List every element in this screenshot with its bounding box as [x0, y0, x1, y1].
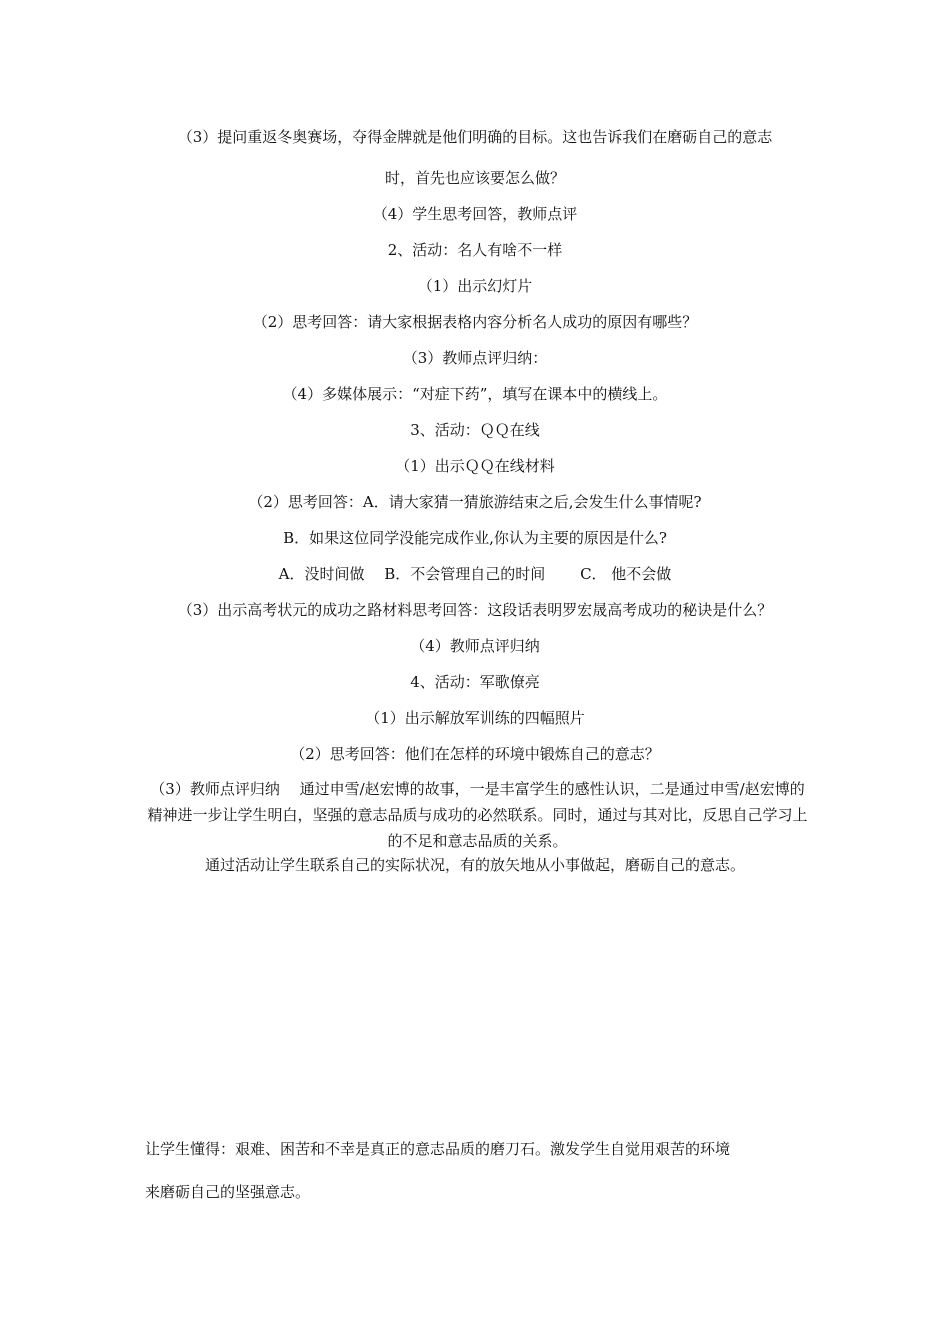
text-line-14: （3）出示高考状元的成功之路材料思考回答：这段话表明罗宏晟高考成功的秘诀是什么？ — [177, 601, 773, 619]
text-line-8: （4）多媒体展示：“对症下药”，填写在课本中的横线上。 — [282, 385, 668, 403]
text-line-9: 3、活动：ＱＱ在线 — [410, 421, 540, 439]
text-line-13: A．没时间做 B．不会管理自己的时间 C． 他不会做 — [278, 565, 672, 583]
text-line-16: 4、活动：军歌僚亮 — [410, 673, 540, 691]
text-line-6: （2）思考回答：请大家根据表格内容分析名人成功的原因有哪些？ — [252, 313, 698, 331]
goal-line-1: 让学生懂得：艰难、困苦和不幸是真正的意志品质的磨刀石。激发学生自觉用艰苦的环境 — [145, 1140, 731, 1158]
text-line-12: B．如果这位同学没能完成作业,你认为主要的原因是什么? — [283, 529, 667, 547]
text-line-18: （2）思考回答：他们在怎样的环境中锻炼自己的意志？ — [290, 745, 660, 763]
activity-summary-line: 通过活动让学生联系自己的实际状况，有的放矢地从小事做起，磨砺自己的意志。 — [204, 856, 745, 874]
text-line-4: 2、活动：名人有啥不一样 — [387, 241, 563, 259]
teacher-summary-paragraph: （3）教师点评归纳 通过申雪/赵宏博的故事，一是丰富学生的感性认识，二是通过申雪/赵宏博的精神进一步让学生明白，坚强的意志品质与成功的必然联系。同时，通过与其对比，反思自己学习上的不足和意志品质的关系。 — [147, 780, 808, 850]
text-line-10: （1）出示ＱＱ在线材料 — [395, 457, 555, 475]
text-line-1: （3）提问重返冬奥赛场，夺得金牌就是他们明确的目标。这也告诉我们在磨砺自己的意志 — [177, 128, 773, 146]
text-line-5: （1）出示幻灯片 — [417, 277, 533, 295]
text-line-11: （2）思考回答：A．请大家猜一猜旅游结束之后,会发生什么事情呢? — [248, 493, 702, 511]
text-line-15: （4）教师点评归纳 — [410, 637, 540, 655]
text-line-2: 时，首先也应该要怎么做？ — [384, 169, 565, 187]
goal-line-2: 来磨砺自己的坚强意志。 — [145, 1183, 311, 1201]
text-line-7: （3）教师点评归纳： — [402, 349, 548, 367]
text-line-3: （4）学生思考回答，教师点评 — [372, 205, 578, 223]
text-line-17: （1）出示解放军训练的四幅照片 — [365, 709, 585, 727]
